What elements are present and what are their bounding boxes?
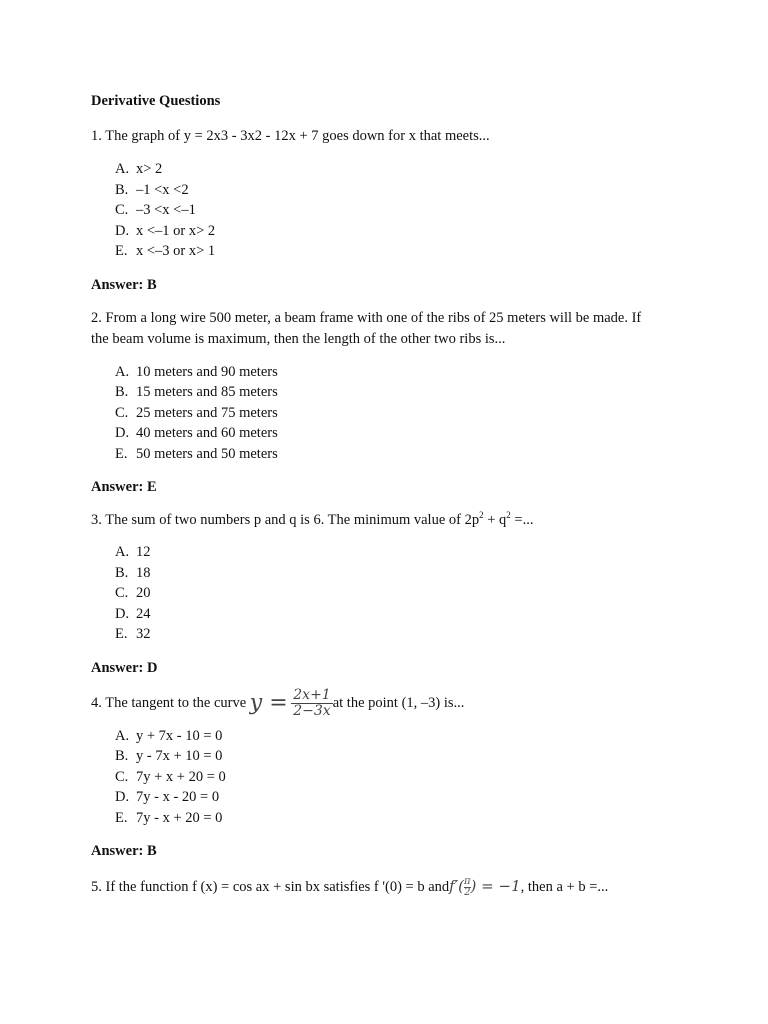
answer-1: Answer: B	[91, 276, 157, 293]
answer-2: Answer: E	[91, 479, 157, 495]
option-d: D. 40 meters and 60 meters	[115, 425, 278, 441]
question-4-options	[91, 726, 691, 829]
option-e: E. 50 meters and 50 meters	[115, 445, 278, 462]
math-fraction: $\frac{2x+1}{2-3x}$	[293, 686, 331, 719]
option-c: C. 7y + x + 20 = 0	[115, 768, 226, 785]
question-2-options	[91, 362, 691, 465]
question-5: 5. If the function f (x) = cos ax + sin bx satisfies f '(0) = b andf′( $\frac{\pi}{2}$ ) = −1, then a + b =...	[91, 876, 609, 899]
option-a: A. 10 meters and 90 meters	[115, 363, 278, 380]
option-b: B. 15 meters and 85 meters	[115, 384, 278, 400]
option-c: C. –3 <x <–1	[115, 202, 196, 218]
math-f-prime: f′(	[449, 877, 464, 895]
question-2-line-1: 2. From a long wire 500 meter, a beam frame with one of the ribs of 25 meters will be made. If	[91, 309, 642, 326]
math-pi-over-2: $\frac{\pi}{2}$	[463, 876, 471, 899]
question-4: 4. The tangent to the curve y = $\frac{2x+1}{2-3x}$ at the point (1, –3) is...	[91, 686, 465, 719]
question-2-line-2: the beam volume is maximum, then the length of the other two ribs is...	[91, 330, 506, 347]
question-3-options	[91, 542, 691, 645]
document-title: Derivative Questions	[91, 93, 221, 109]
question-3: 3. The sum of two numbers p and q is 6. The minimum value of $2p^2 + q^2$ =...	[91, 510, 534, 528]
option-d: D. x <–1 or x> 2	[115, 222, 216, 239]
option-e: E. x <–3 or x> 1	[115, 243, 216, 259]
option-b: B. 18	[115, 564, 151, 581]
option-c: C. 25 meters and 75 meters	[115, 404, 278, 421]
option-a: A. 12	[115, 544, 151, 560]
answer-3: Answer: D	[91, 659, 158, 676]
math-y: y =	[249, 690, 288, 716]
option-e: E. 7y - x + 20 = 0	[115, 809, 223, 826]
document-page	[91, 91, 691, 900]
option-d: D. 7y - x - 20 = 0	[115, 789, 220, 805]
question-1-options	[91, 159, 691, 262]
math-equals-minus-one: ) = −1	[470, 877, 521, 895]
answer-4: Answer: B	[91, 843, 157, 859]
question-1: 1. The graph of y = 2x3 - 3x2 - 12x + 7 goes down for x that meets...	[91, 128, 490, 144]
question-2	[91, 308, 691, 350]
option-e: E. 32	[115, 626, 151, 642]
option-c: C. 20	[115, 585, 151, 601]
option-b: B. y - 7x + 10 = 0	[115, 748, 223, 764]
option-a: A. x> 2	[115, 161, 163, 177]
option-a: A. y + 7x - 10 = 0	[115, 727, 223, 744]
option-b: B. –1 <x <2	[115, 181, 189, 198]
option-d: D. 24	[115, 605, 151, 622]
